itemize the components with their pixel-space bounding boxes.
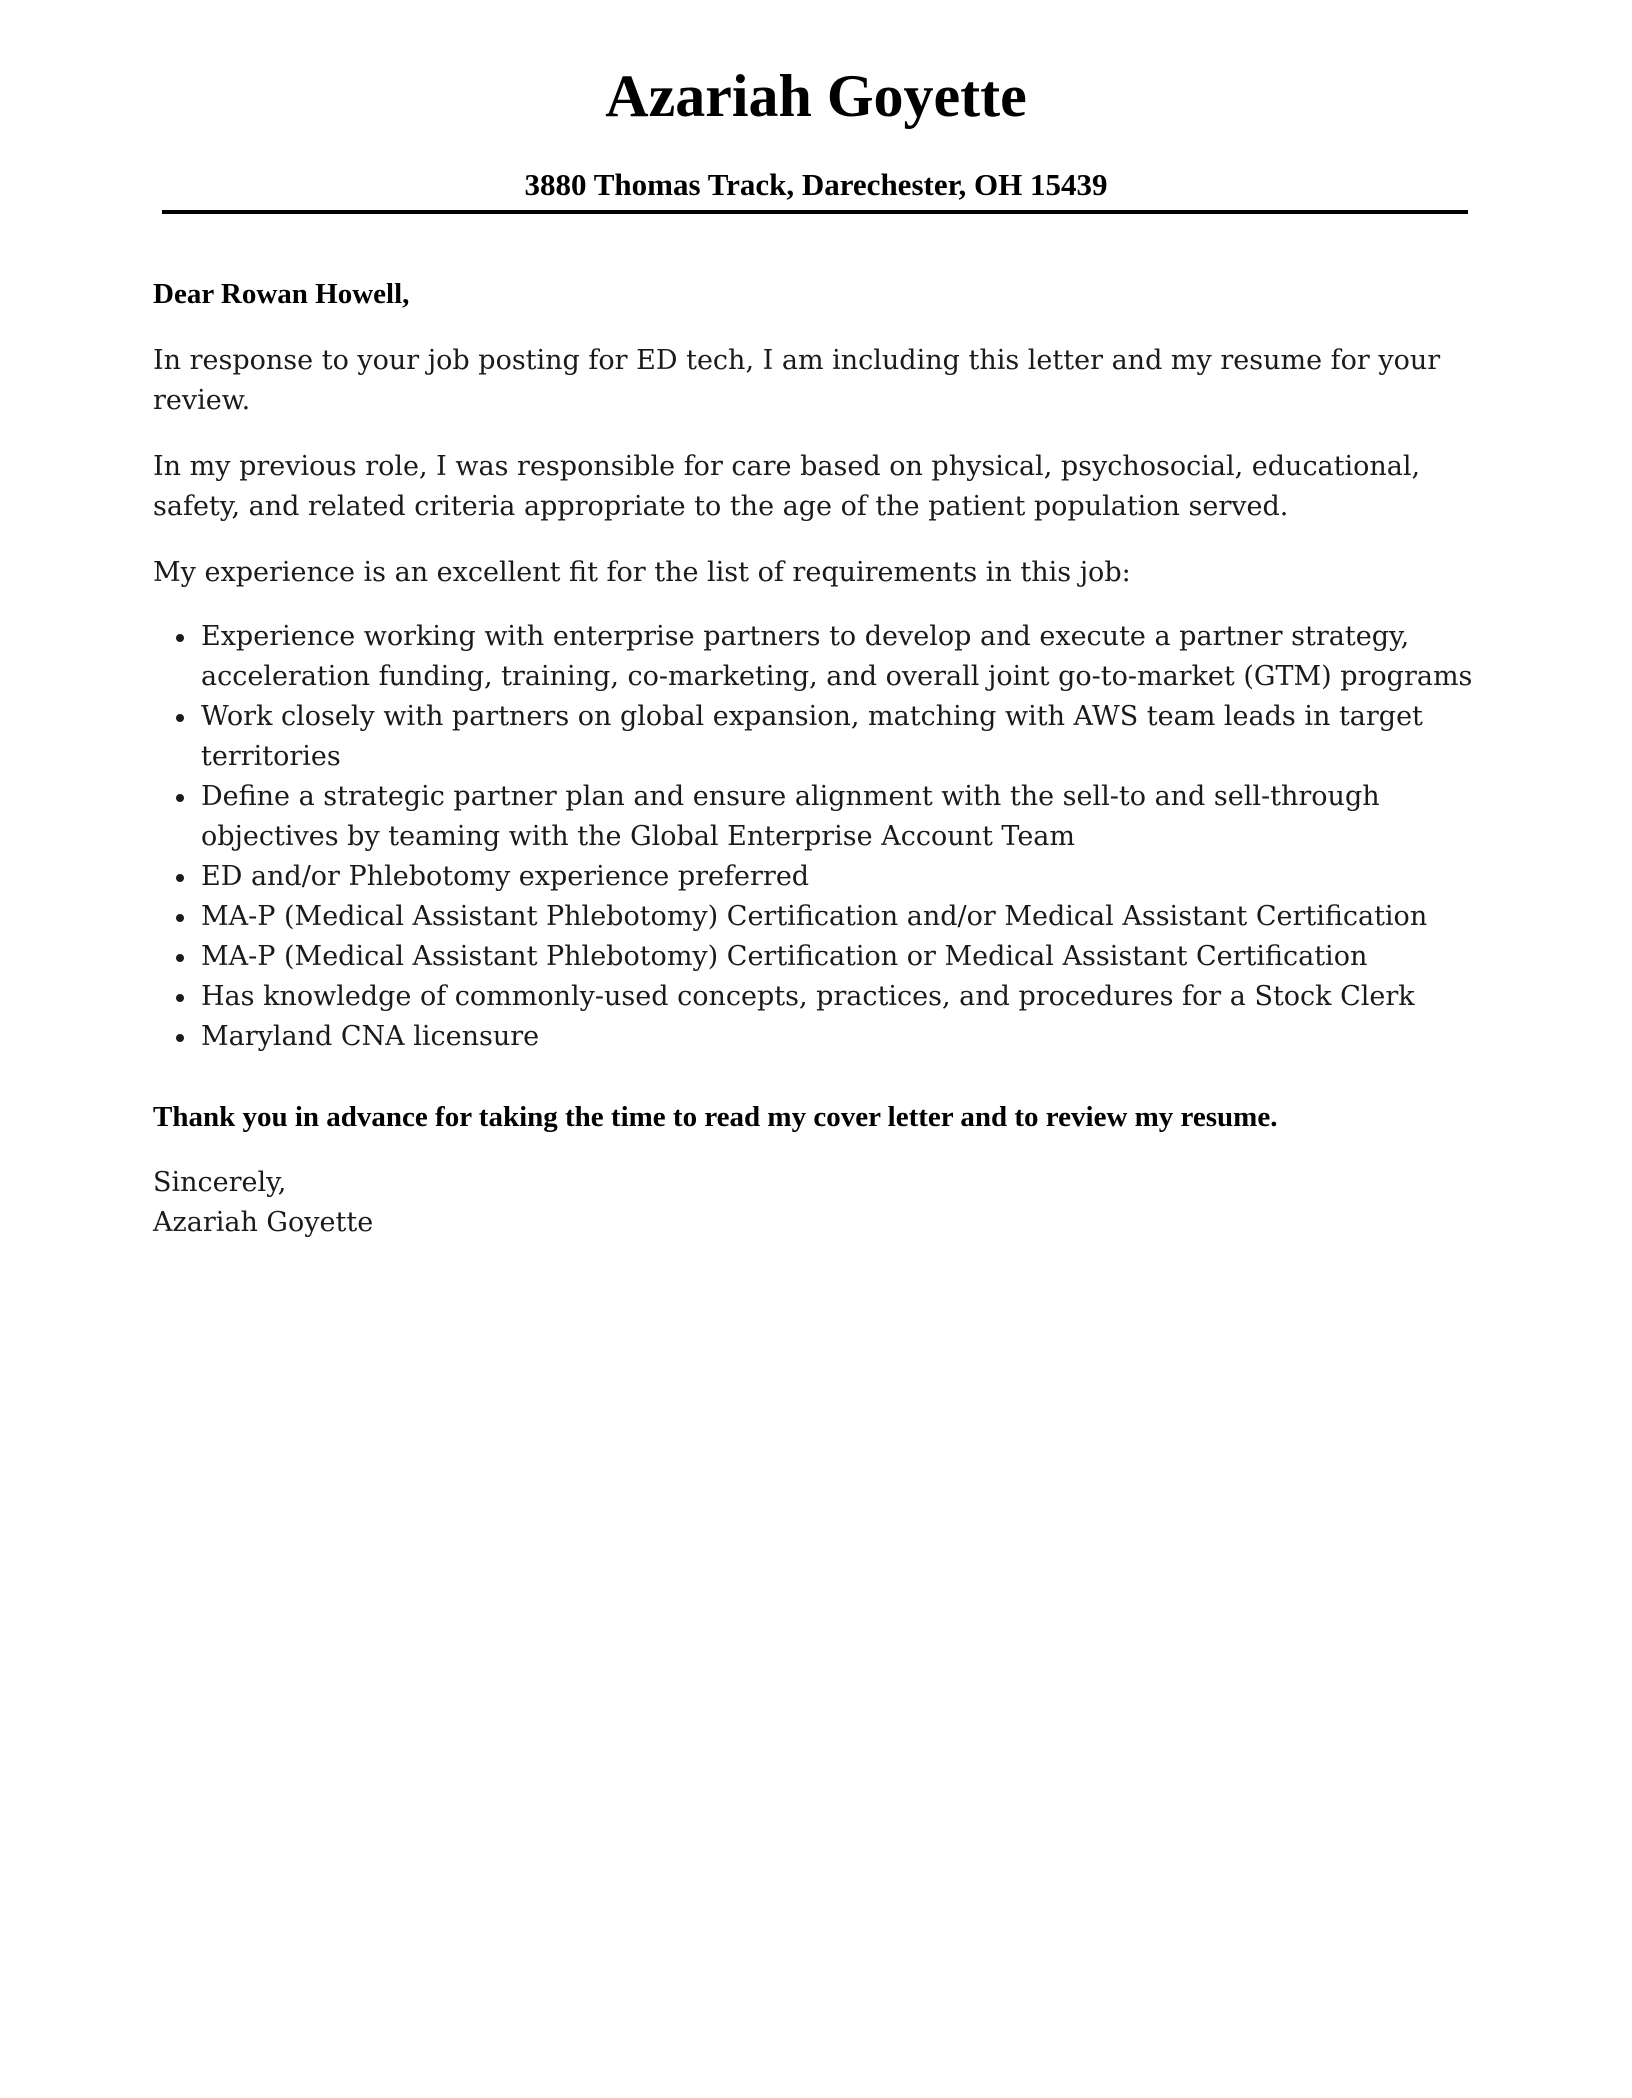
list-item-text: MA-P (Medical Assistant Phlebotomy) Certification or Medical Assistant Certification xyxy=(201,941,1368,972)
list-item-text: MA-P (Medical Assistant Phlebotomy) Certification and/or Medical Assistant Certification xyxy=(201,901,1428,932)
bullet-icon xyxy=(176,994,184,1002)
bullet-icon xyxy=(176,794,184,802)
bullet-icon xyxy=(176,634,184,642)
list-item-text: Has knowledge of commonly-used concepts, practices, and procedures for a Stock Clerk xyxy=(201,981,1415,1012)
list-item xyxy=(153,777,1483,857)
list-item-text: Define a strategic partner plan and ensure alignment with the sell-to and sell-through objectives by teaming with the Global Enterprise Account Team xyxy=(201,781,1380,852)
experience-paragraph: In my previous role, I was responsible for care based on physical, psychosocial, educational, safety, and related criteria appropriate to the age of the patient population served. xyxy=(153,451,1421,522)
letter-body xyxy=(153,274,1483,1243)
list-item xyxy=(153,1017,1483,1057)
signoff: Sincerely, xyxy=(153,1167,287,1198)
bullet-icon xyxy=(176,714,184,722)
bullet-icon xyxy=(176,954,184,962)
salutation: Dear Rowan Howell, xyxy=(153,278,410,310)
list-item xyxy=(153,617,1483,697)
applicant-name: Azariah Goyette xyxy=(605,63,1027,129)
list-item xyxy=(153,857,1483,897)
signature-name: Azariah Goyette xyxy=(153,1207,374,1238)
list-item xyxy=(153,977,1483,1017)
closing-statement: Thank you in advance for taking the time to read my cover letter and to review my resume. xyxy=(153,1101,1278,1133)
bullet-icon xyxy=(176,874,184,882)
list-item-text: Maryland CNA licensure xyxy=(201,1021,540,1052)
list-item-text: Work closely with partners on global expansion, matching with AWS team leads in target territories xyxy=(201,701,1423,772)
header-divider xyxy=(162,210,1468,214)
applicant-address: 3880 Thomas Track, Darechester, OH 15439 xyxy=(524,167,1108,202)
requirements-list xyxy=(153,617,1483,1057)
intro-paragraph: In response to your job posting for ED tech, I am including this letter and my resume for your review. xyxy=(153,345,1441,416)
list-item xyxy=(153,697,1483,777)
list-item-text: Experience working with enterprise partners to develop and execute a partner strategy, acceleration funding, training, co-marketing, and overall joint go-to-market (GTM) programs xyxy=(201,621,1473,692)
list-item xyxy=(153,937,1483,977)
requirements-intro: My experience is an excellent fit for the list of requirements in this job: xyxy=(153,557,1131,588)
bullet-icon xyxy=(176,1034,184,1042)
list-item xyxy=(153,897,1483,937)
list-item-text: ED and/or Phlebotomy experience preferred xyxy=(201,861,810,892)
bullet-icon xyxy=(176,914,184,922)
